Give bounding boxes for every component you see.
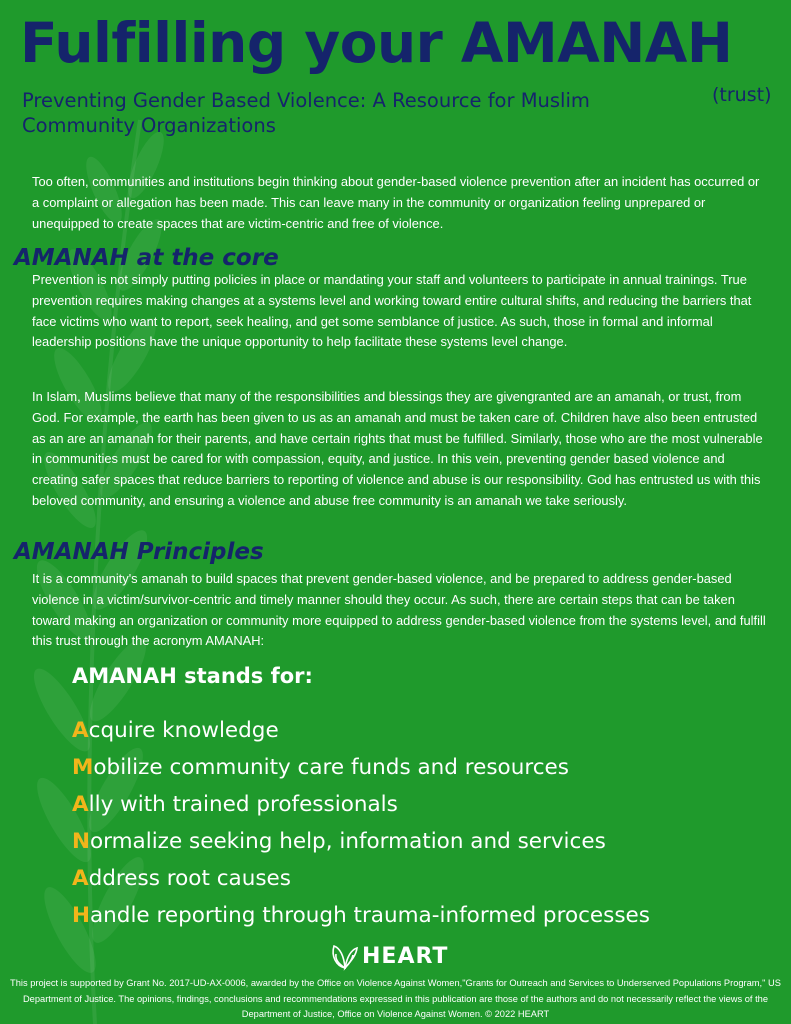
acronym-text: lly with trained professionals [88,792,398,817]
stands-for-heading: AMANAH stands for: [72,664,313,688]
butterfly-icon [330,940,360,972]
acronym-item [72,860,650,897]
principles-heading: AMANAH Principles [14,539,264,565]
principles-paragraph: It is a community's amanah to build spaces that prevent gender-based violence, and be prepared to address gender-based violence in a victim/survivor-centric and timely manner should they occur. As such, there are certain steps that can be taken toward making an organization or community more equipped to address gender-based violence from the systems level, and fulfill this trust through the acronym AMANAH: [32,571,766,649]
acronym-item [72,897,650,934]
acronym-text: cquire knowledge [88,718,279,743]
title-note: (trust) [712,84,772,106]
acronym-initial: A [72,866,89,891]
subtitle: Preventing Gender Based Violence: A Resource for Muslim Community Organizations [22,89,590,137]
acronym-list [72,712,650,934]
acronym-text: ddress root causes [88,866,291,891]
acronym-item [72,823,650,860]
page-title: Fulfilling your AMANAH [20,11,733,75]
acronym-item [72,712,650,749]
acronym-item [72,786,650,823]
grant-disclaimer: This project is supported by Grant No. 2017-UD-AX-0006, awarded by the Office on Violence Against Women,"Grants for Outreach and Services to Underserved Populations Program," US Department of Justice. The opinions, findings, conclusions and recommendations expressed in this publication are those of the authors and do not necessarily reflect the views of the Department of Justice, Office on Violence Against Women. © 2022 HEART [10,978,781,1019]
core-heading: AMANAH at the core [14,245,279,271]
heart-logo [330,938,448,974]
logo-text: HEART [362,943,449,969]
acronym-initial: M [72,755,94,780]
acronym-text: andle reporting through trauma-informed processes [90,903,650,928]
acronym-text: obilize community care funds and resources [93,755,569,780]
core-paragraph-2: In Islam, Muslims believe that many of the responsibilities and blessings they are givengranted are an amanah, or trust, from God. For example, the earth has been given to us as an amanah and must be taken care of. Children have also been entrusted as an are an amanah for their parents, and have certain rights that must be fulfilled. Similarly, those who are the most vulnerable in communities must be cared for with compassion, equity, and justice. In this vein, preventing gender based violence and creating safer spaces that reduce barriers to reporting of violence and abuse is our responsibility. God has entrusted us with this beloved community, and ensuring a violence and abuse free community is an amanah we take seriously. [32,389,763,508]
acronym-initial: A [72,792,89,817]
acronym-initial: N [72,829,90,854]
acronym-initial: H [72,903,90,928]
acronym-item [72,749,650,786]
acronym-text: ormalize seeking help, information and services [90,829,606,854]
acronym-initial: A [72,718,89,743]
intro-paragraph: Too often, communities and institutions begin thinking about gender-based violence prevention after an incident has occurred or a complaint or allegation has been made. This can leave many in the community or organization feeling unprepared or unequipped to create spaces that are victim-centric and free of violence. [32,174,760,231]
core-paragraph-1: Prevention is not simply putting policies in place or mandating your staff and volunteers to participate in annual trainings. True prevention requires making changes at a systems level and working toward entire cultural shifts, and reducing the barriers that face victims who want to report, seek healing, and get some semblance of justice. As such, those in formal and informal leadership positions have the unique opportunity to help facilitate these systems level change. [32,272,752,350]
